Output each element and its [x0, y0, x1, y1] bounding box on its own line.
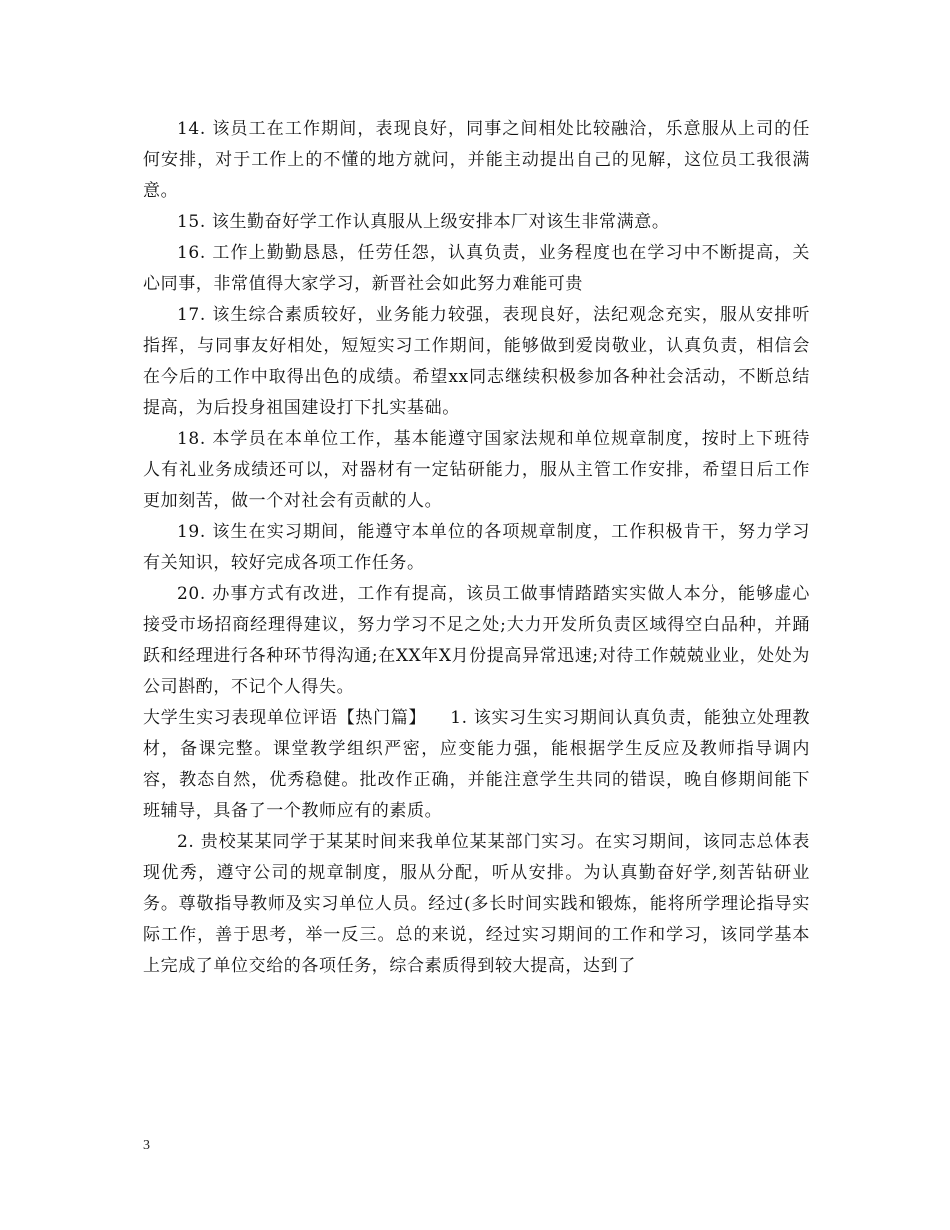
document-body	[143, 114, 810, 982]
paragraph-17: 17. 该生综合素质较好，业务能力较强，表现良好，法纪观念充实，服从安排听指挥，与同事友好相处，短短实习工作期间，能够做到爱岗敬业，认真负责，相信会在今后的工作中取得出色的成绩。希望xx同志继续积极参加各种社会活动，不断总结提高，为后投身祖国建设打下扎实基础。	[143, 305, 810, 418]
paragraph-16: 16. 工作上勤勤恳恳，任劳任怨，认真负责，业务程度也在学习中不断提高，关心同事，非常值得大家学习，新晋社会如此努力难能可贵	[143, 243, 810, 294]
paragraph-18: 18. 本学员在本单位工作，基本能遵守国家法规和单位规章制度，按时上下班待人有礼业务成绩还可以，对器材有一定钻研能力，服从主管工作安排，希望日后工作更加刻苦，做一个对社会有贡献的人。	[143, 429, 810, 511]
paragraph-14: 14. 该员工在工作期间，表现良好，同事之间相处比较融洽，乐意服从上司的任何安排，对于工作上的不懂的地方就问，并能主动提出自己的见解，这位员工我很满意。	[143, 119, 810, 201]
paragraph-15: 15. 该生勤奋好学工作认真服从上级安排本厂对该生非常满意。	[177, 212, 670, 232]
section-paragraph	[143, 703, 810, 827]
section-item-1: 1. 该实习生实习期间认真负责，能独立处理教材，备课完整。课堂教学组织严密，应变能力强，能根据学生反应及教师指导调内容，教态自然，优秀稳健。批改作正确，并能注意学生共同的错误，晚自修期间能下班辅导，具备了一个教师应有的素质。	[143, 708, 810, 821]
section-heading: 大学生实习表现单位评语【热门篇】	[143, 708, 427, 728]
paragraph-20: 20. 办事方式有改进，工作有提高，该员工做事情踏踏实实做人本分，能够虚心接受市场招商经理得建议，努力学习不足之处;大力开发所负责区域得空白品种，并踊跃和经理进行各种环节得沟通;在XX年X月份提高异常迅速;对待工作兢兢业业，处处为公司斟酌，不记个人得失。	[143, 584, 810, 697]
paragraph-19: 19. 该生在实习期间，能遵守本单位的各项规章制度，工作积极肯干，努力学习有关知识，较好完成各项工作任务。	[143, 522, 810, 573]
section-item-2: 2. 贵校某某同学于某某时间来我单位某某部门实习。在实习期间，该同志总体表现优秀，遵守公司的规章制度，服从分配，听从安排。为认真勤奋好学,刻苦钻研业务。尊敬指导教师及实习单位人员。经过(多长时间实践和锻炼，能将所学理论指导实际工作，善于思考，举一反三。总的来说，经过实习期间的工作和学习，该同学基本上完成了单位交给的各项任务，综合素质得到较大提高，达到了	[143, 832, 810, 976]
page-number: 3	[143, 1138, 150, 1153]
